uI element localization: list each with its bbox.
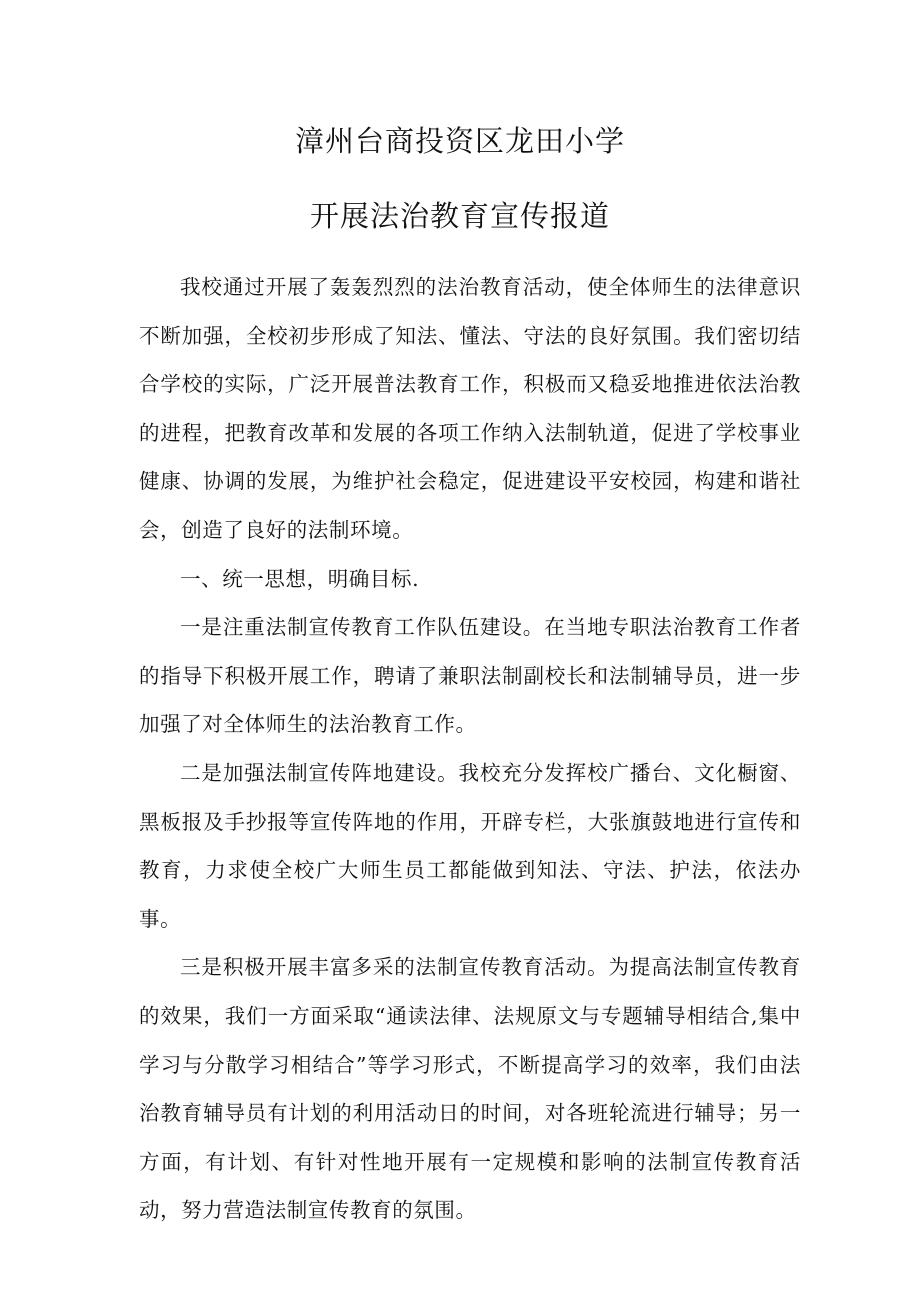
paragraph-item-2: 二是加强法制宣传阵地建设。我校充分发挥校广播台、文化橱窗、黑板报及手抄报等宣传阵地的作用，开辟专栏，大张旗鼓地进行宣传和教育，力求使全校广大师生员工都能做到知法、守法、护法，依法办事。 <box>139 760 801 931</box>
paragraph-intro: 我校通过开展了轰轰烈烈的法治教育活动，使全体师生的法律意识不断加强，全校初步形成了知法、懂法、守法的良好氛围。我们密切结合学校的实际，广泛开展普法教育工作，积极而又稳妥地推进依法治教的进程，把教育改革和发展的各项工作纳入法制轨道，促进了学校事业健康、协调的发展，为维护社会稳定，促进建设平安校园，构建和谐社会，创造了良好的法制环境。 <box>139 275 801 542</box>
document-title-report: 开展法治教育宣传报道 <box>309 199 610 233</box>
paragraph-item-3: 三是积极开展丰富多采的法制宣传教育活动。为提高法制宣传教育的效果，我们一方面采取“通读法律、法规原文与专题辅导相结合,集中学习与分散学习相结合”等学习形式，不断提高学习的效率，我们由法治教育辅导员有计划的利用活动日的时间，对各班轮流进行辅导；另一方面，有计划、有针对性地开展有一定规模和影响的法制宣传教育活动，努力营造法制宣传教育的氛围。 <box>139 955 801 1223</box>
section-heading: 一、统一思想，明确目标. <box>180 566 420 591</box>
document-body <box>139 263 801 1235</box>
paragraph-item-1: 一是注重法制宣传教育工作队伍建设。在当地专职法治教育工作者的指导下积极开展工作，聘请了兼职法制副校长和法制辅导员，进一步加强了对全体师生的法治教育工作。 <box>139 615 801 737</box>
document-title-school: 漳州台商投资区龙田小学 <box>294 124 625 158</box>
